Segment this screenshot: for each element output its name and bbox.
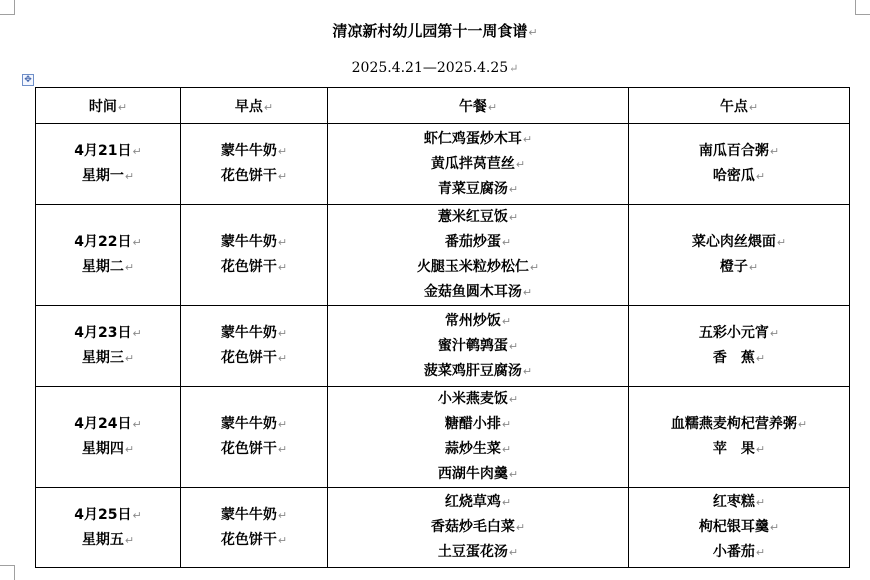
paragraph-mark-icon: ↵ <box>797 418 808 431</box>
paragraph-mark-icon: ↵ <box>522 132 533 146</box>
menu-item: 蒙牛牛奶↵ <box>220 143 288 159</box>
menu-item: 香 蕉↵ <box>712 350 766 366</box>
column-header: 时间↵ <box>36 88 181 124</box>
table-row <box>36 387 850 488</box>
date-label: 4月22日↵ <box>74 234 142 250</box>
paragraph-mark-icon: ↵ <box>755 170 766 183</box>
menu-item: 菠菜鸡肝豆腐汤↵ <box>423 362 533 379</box>
paragraph-mark-icon: ↵ <box>508 182 519 196</box>
menu-item: 血糯燕麦枸杞营养粥↵ <box>670 416 808 432</box>
paragraph-mark-icon: ↵ <box>501 236 512 249</box>
menu-table <box>35 87 850 568</box>
menu-item: 火腿玉米粒炒松仁↵ <box>416 259 540 275</box>
paragraph-mark-icon: ↵ <box>515 157 526 171</box>
paragraph-mark-icon: ↵ <box>124 261 135 274</box>
breakfast-cell <box>181 306 328 387</box>
menu-item: 虾仁鸡蛋炒木耳↵ <box>423 130 533 147</box>
paragraph-mark-icon: ↵ <box>277 443 288 456</box>
lunch-cell <box>328 387 629 488</box>
snack-cell <box>629 306 850 387</box>
lunch-cell <box>328 205 629 306</box>
paragraph-mark-icon: ↵ <box>769 145 780 158</box>
menu-item: 枸杞银耳羹↵ <box>698 519 780 535</box>
date-cell <box>36 306 181 387</box>
column-header: 午点↵ <box>629 88 850 124</box>
menu-item: 五彩小元宵↵ <box>698 325 780 341</box>
menu-item: 蒙牛牛奶↵ <box>220 506 288 523</box>
paragraph-mark-icon: ↵ <box>501 418 512 431</box>
paragraph-mark-icon: ↵ <box>755 546 766 559</box>
paragraph-mark-icon: ↵ <box>755 352 766 365</box>
paragraph-mark-icon: ↵ <box>508 546 519 559</box>
paragraph-mark-icon: ↵ <box>769 327 780 340</box>
paragraph-mark-icon: ↵ <box>277 327 288 340</box>
menu-item: 南瓜百合粥↵ <box>698 143 780 159</box>
table-row <box>36 488 850 568</box>
weekday-label: 星期二↵ <box>81 259 135 275</box>
menu-item: 西湖牛肉羹↵ <box>437 466 519 482</box>
menu-item: 橙子↵ <box>719 259 759 275</box>
menu-item: 薏米红豆饭↵ <box>437 209 519 225</box>
table-move-handle-icon[interactable]: ✥ <box>22 74 34 86</box>
menu-item: 香菇炒毛白菜↵ <box>430 519 526 535</box>
table-row <box>36 124 850 205</box>
menu-item: 常州炒饭↵ <box>444 312 512 329</box>
menu-item: 金菇鱼圆木耳汤↵ <box>423 284 533 300</box>
paragraph-mark-icon: ↵ <box>515 521 526 534</box>
date-label: 4月21日↵ <box>74 143 142 159</box>
date-cell <box>36 488 181 568</box>
menu-item: 蒜炒生菜↵ <box>444 441 512 457</box>
snack-cell <box>629 124 850 205</box>
paragraph-mark-icon: ↵ <box>117 100 128 114</box>
menu-item: 蜜汁鹌鹑蛋↵ <box>437 337 519 354</box>
paragraph-mark-icon: ↵ <box>124 170 135 183</box>
menu-item: 小番茄↵ <box>712 544 766 560</box>
snack-cell <box>629 205 850 306</box>
column-header: 午餐↵ <box>328 88 629 124</box>
paragraph-mark-icon: ↵ <box>501 314 512 328</box>
menu-item: 蒙牛牛奶↵ <box>220 416 288 432</box>
paragraph-mark-icon: ↵ <box>124 352 135 365</box>
lunch-cell <box>328 124 629 205</box>
menu-item: 哈密瓜↵ <box>712 168 766 184</box>
paragraph-mark-icon: ↵ <box>277 508 288 522</box>
paragraph-mark-icon: ↵ <box>755 443 766 456</box>
date-range: 2025.4.21—2025.4.25↵ <box>351 60 519 76</box>
paragraph-mark-icon: ↵ <box>501 496 512 509</box>
paragraph-mark-icon: ↵ <box>522 286 533 299</box>
menu-item: 青菜豆腐汤↵ <box>437 180 519 197</box>
menu-item: 花色饼干↵ <box>220 441 288 457</box>
page-corner-top-right <box>855 0 870 15</box>
paragraph-mark-icon: ↵ <box>277 352 288 365</box>
menu-item: 花色饼干↵ <box>220 350 288 366</box>
paragraph-mark-icon: ↵ <box>263 100 274 114</box>
menu-item: 黄瓜拌莴苣丝↵ <box>430 155 526 172</box>
paragraph-mark-icon: ↵ <box>528 26 538 39</box>
paragraph-mark-icon: ↵ <box>124 443 135 456</box>
menu-item: 土豆蛋花汤↵ <box>437 544 519 560</box>
paragraph-mark-icon: ↵ <box>132 327 142 340</box>
menu-item: 花色饼干↵ <box>220 168 288 184</box>
weekday-label: 星期五↵ <box>81 531 135 548</box>
paragraph-mark-icon: ↵ <box>529 261 540 274</box>
paragraph-mark-icon: ↵ <box>132 508 142 522</box>
date-label: 4月25日↵ <box>74 506 142 523</box>
paragraph-mark-icon: ↵ <box>277 170 288 183</box>
menu-item: 番茄炒蛋↵ <box>444 234 512 250</box>
paragraph-mark-icon: ↵ <box>277 261 288 274</box>
paragraph-mark-icon: ↵ <box>508 468 519 481</box>
paragraph-mark-icon: ↵ <box>769 521 780 534</box>
table-row <box>36 205 850 306</box>
date-cell <box>36 205 181 306</box>
menu-item: 小米燕麦饭↵ <box>437 391 519 407</box>
paragraph-mark-icon: ↵ <box>748 100 759 114</box>
snack-cell <box>629 488 850 568</box>
column-header: 早点↵ <box>181 88 328 124</box>
paragraph-mark-icon: ↵ <box>124 533 135 547</box>
page-corner-top-left <box>0 0 15 15</box>
paragraph-mark-icon: ↵ <box>776 236 787 249</box>
menu-item: 蒙牛牛奶↵ <box>220 234 288 250</box>
lunch-cell <box>328 488 629 568</box>
breakfast-cell <box>181 205 328 306</box>
date-cell <box>36 387 181 488</box>
paragraph-mark-icon: ↵ <box>522 364 533 378</box>
menu-item: 糖醋小排↵ <box>444 416 512 432</box>
table-row <box>36 306 850 387</box>
lunch-cell <box>328 306 629 387</box>
date-label: 4月23日↵ <box>74 325 142 341</box>
paragraph-mark-icon: ↵ <box>509 62 519 75</box>
breakfast-cell <box>181 387 328 488</box>
weekday-label: 星期三↵ <box>81 350 135 366</box>
menu-item: 蒙牛牛奶↵ <box>220 325 288 341</box>
paragraph-mark-icon: ↵ <box>277 418 288 431</box>
paragraph-mark-icon: ↵ <box>277 533 288 547</box>
breakfast-cell <box>181 488 328 568</box>
menu-item: 苹 果↵ <box>712 441 766 457</box>
weekday-label: 星期一↵ <box>81 168 135 184</box>
paragraph-mark-icon: ↵ <box>132 145 142 158</box>
paragraph-mark-icon: ↵ <box>132 236 142 249</box>
weekday-label: 星期四↵ <box>81 441 135 457</box>
menu-item: 菜心肉丝煨面↵ <box>691 234 787 250</box>
paragraph-mark-icon: ↵ <box>508 211 519 224</box>
menu-item: 花色饼干↵ <box>220 531 288 548</box>
paragraph-mark-icon: ↵ <box>277 145 288 158</box>
paragraph-mark-icon: ↵ <box>748 261 759 274</box>
date-cell <box>36 124 181 205</box>
paragraph-mark-icon: ↵ <box>501 443 512 456</box>
breakfast-cell <box>181 124 328 205</box>
menu-item: 红枣糕↵ <box>712 494 766 510</box>
snack-cell <box>629 387 850 488</box>
paragraph-mark-icon: ↵ <box>132 418 142 431</box>
paragraph-mark-icon: ↵ <box>487 100 498 114</box>
page-corner-bottom-left <box>0 565 15 580</box>
paragraph-mark-icon: ↵ <box>277 236 288 249</box>
paragraph-mark-icon: ↵ <box>508 339 519 353</box>
menu-item: 红烧草鸡↵ <box>444 494 512 510</box>
date-label: 4月24日↵ <box>74 416 142 432</box>
paragraph-mark-icon: ↵ <box>755 496 766 509</box>
table-header-row <box>36 88 850 124</box>
document-title: 清凉新村幼儿园第十一周食谱↵ <box>332 22 538 40</box>
menu-item: 花色饼干↵ <box>220 259 288 275</box>
paragraph-mark-icon: ↵ <box>508 393 519 406</box>
